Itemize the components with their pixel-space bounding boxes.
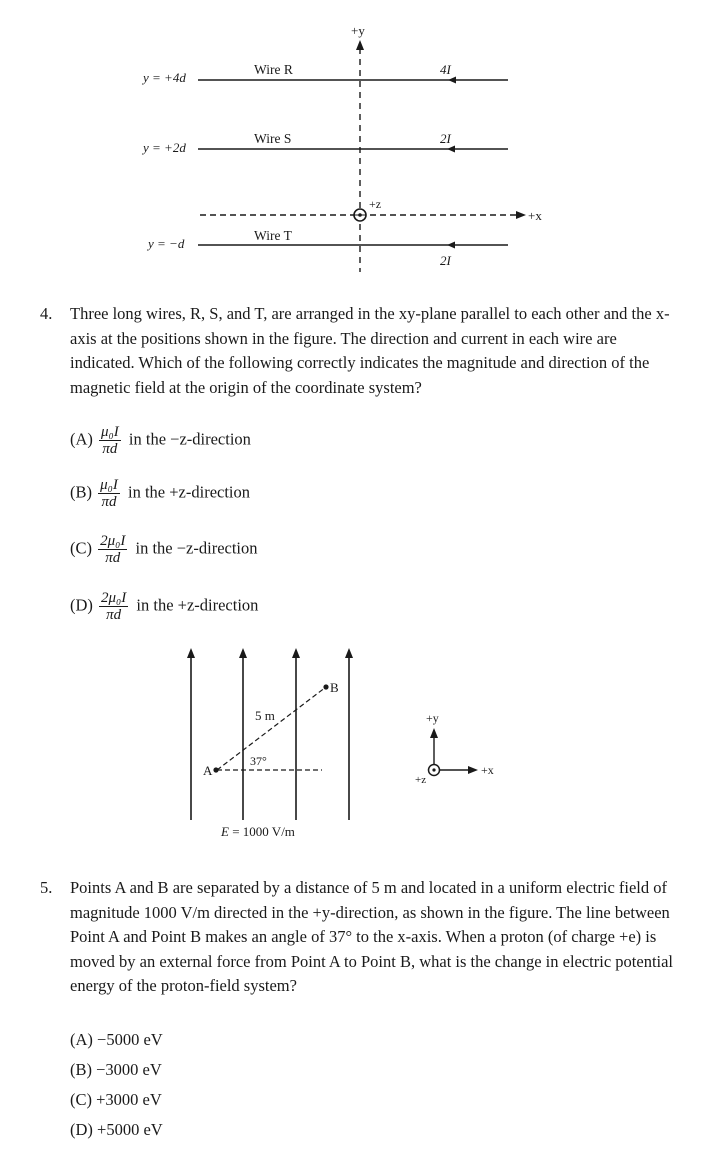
wires-figure: [0, 0, 720, 290]
point-b-label: B: [330, 680, 339, 695]
z-axis-label: +z: [369, 197, 382, 211]
wire-s-current: 2I: [440, 131, 451, 146]
q4-option-b-letter: (B): [70, 482, 92, 502]
q5-option-a[interactable]: [70, 1030, 163, 1050]
question-5-number: 5.: [40, 878, 53, 897]
question-4-text: Three long wires, R, S, and T, are arranged in the xy-plane parallel to each other and the x-axis at the positions shown in the figure. The direction and current in each wire are indicated. Which of the following correctly indicates the magnitude and direction of the magnetic field at the origin of the coordinate system?: [70, 304, 670, 397]
ab-line: [217, 687, 326, 770]
wire-t-name: Wire T: [254, 228, 292, 243]
point-a: [213, 767, 218, 772]
q5-option-d-letter: (D): [70, 1120, 93, 1139]
q5-option-c[interactable]: [70, 1090, 162, 1110]
question-5: [40, 876, 680, 999]
q5-option-d-text: +5000 eV: [97, 1120, 163, 1139]
q5-option-b-text: −3000 eV: [96, 1060, 162, 1079]
q5-option-b-letter: (B): [70, 1060, 92, 1079]
q4-option-d-fraction: $\frac{\text{2μ₀I}}{\pi d}$: [101, 590, 127, 623]
q4-option-d[interactable]: [70, 590, 258, 623]
x-axis-label: +x: [528, 208, 542, 223]
wire-t-direction-arrow: [447, 242, 455, 249]
x-axis-arrowhead: [516, 211, 526, 219]
q4-option-a-fraction: $\frac{\text{μ₀I}}{\pi d}$: [101, 424, 119, 457]
field-magnitude-label: E = 1000 V/m: [221, 824, 295, 839]
field-figure: [0, 640, 720, 840]
q5-option-c-letter: (C): [70, 1090, 92, 1109]
small-y-axis-label: +y: [426, 711, 439, 725]
point-a-label: A: [203, 763, 213, 778]
angle-label: 37°: [250, 754, 267, 768]
question-4-number: 4.: [40, 304, 53, 323]
q4-option-a-direction: in the −z-direction: [128, 429, 251, 449]
point-b: [323, 684, 328, 689]
q5-option-c-text: +3000 eV: [96, 1090, 162, 1109]
wire-s-position: y = +2d: [143, 140, 186, 155]
wire-s-name: Wire S: [254, 131, 292, 146]
y-axis-label: +y: [351, 23, 365, 38]
q5-option-b[interactable]: [70, 1060, 162, 1080]
small-z-axis-label: +z: [415, 774, 427, 786]
q4-option-c-direction: in the −z-direction: [135, 538, 258, 558]
question-4: [40, 302, 680, 400]
q5-option-d[interactable]: [70, 1120, 163, 1140]
q4-option-b-fraction: $\frac{\text{μ₀I}}{\pi d}$: [100, 477, 118, 510]
wire-r-direction-arrow: [448, 77, 456, 84]
q4-option-a-letter: (A): [70, 429, 93, 449]
field-magnitude-value: = 1000 V/m: [228, 824, 295, 839]
wire-r-current: 4I: [440, 62, 451, 77]
q4-option-b-direction: in the +z-direction: [128, 482, 251, 502]
wire-s-direction-arrow: [447, 146, 455, 153]
distance-label: 5 m: [255, 708, 275, 723]
wire-r-position: y = +4d: [143, 70, 186, 85]
q4-option-c[interactable]: [70, 533, 258, 566]
question-5-text: Points A and B are separated by a distance of 5 m and located in a uniform electric field of magnitude 1000 V/m directed in the +y-direction, as shown in the figure. The line between Point A and Point B makes an angle of 37° to the x-axis. When a proton (of charge +e) is moved by an external force from Point A to Point B, what is the change in electric potential energy of the proton-field system?: [70, 878, 674, 995]
wire-t-current: 2I: [440, 253, 451, 268]
q5-option-a-letter: (A): [70, 1030, 93, 1049]
q4-option-c-letter: (C): [70, 538, 92, 558]
q4-option-d-letter: (D): [70, 595, 93, 615]
y-axis-arrowhead: [356, 40, 364, 50]
q4-option-c-fraction: $\frac{\text{2μ₀I}}{\pi d}$: [100, 533, 126, 566]
q4-option-b[interactable]: [70, 477, 250, 510]
q5-option-a-text: −5000 eV: [97, 1030, 163, 1049]
q4-option-d-direction: in the +z-direction: [136, 595, 259, 615]
wire-t-position: y = −d: [148, 236, 185, 251]
wire-r-name: Wire R: [254, 62, 293, 77]
q4-option-a[interactable]: [70, 424, 251, 457]
small-x-axis-label: +x: [481, 763, 494, 777]
